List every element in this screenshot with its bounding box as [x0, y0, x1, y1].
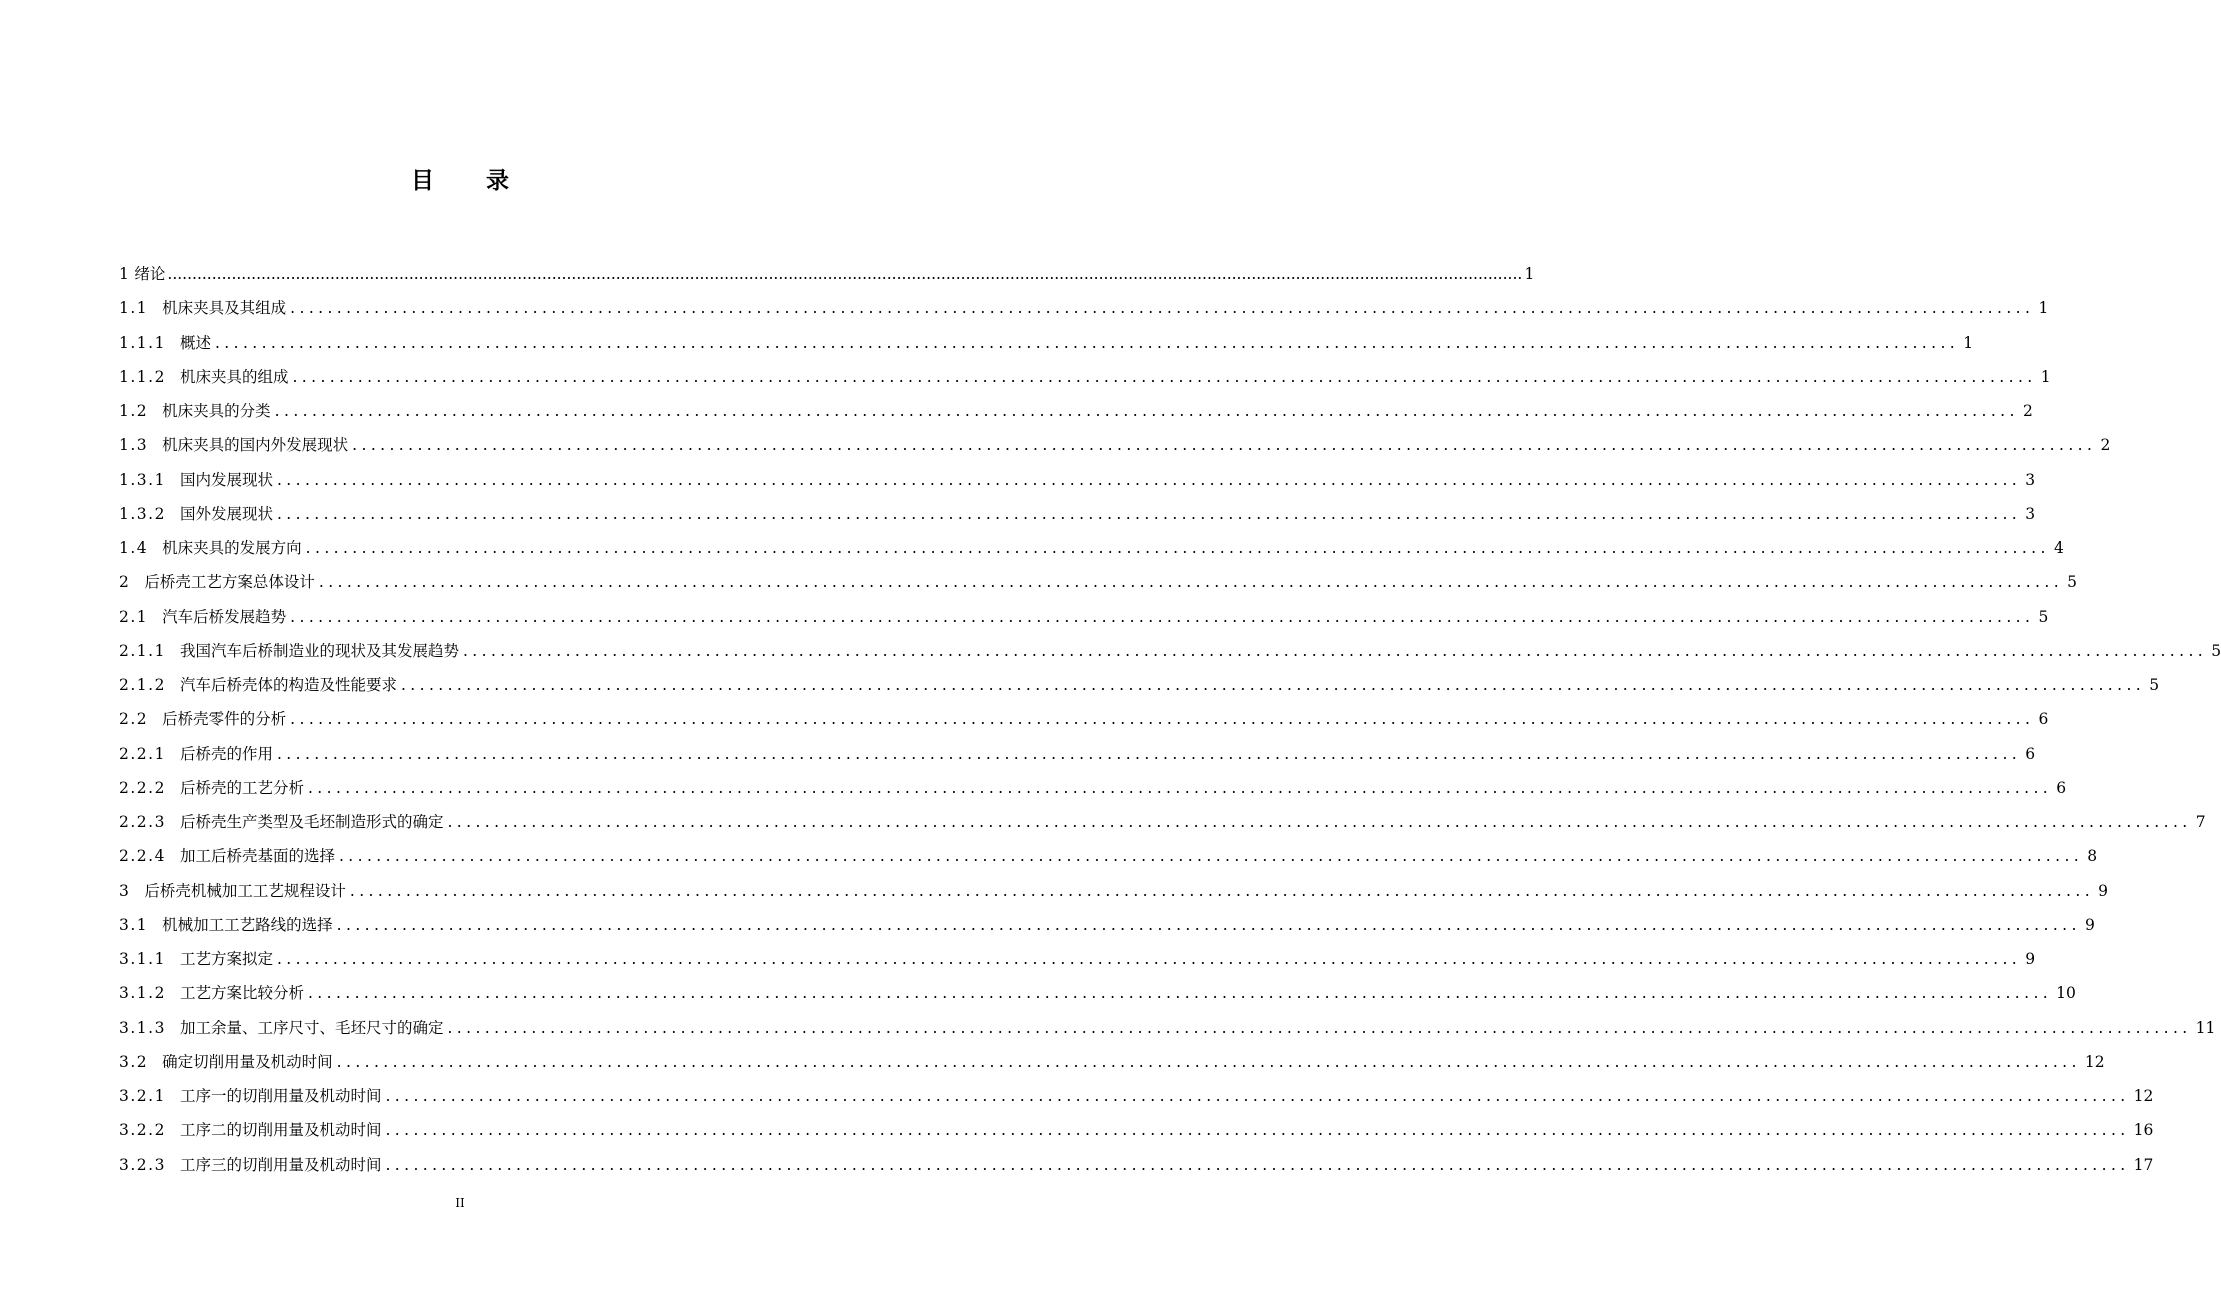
toc-entry[interactable] — [119, 771, 2067, 805]
toc-entry[interactable] — [119, 1148, 2154, 1182]
toc-entry-title: 汽车后桥壳体的构造及性能要求 — [179, 676, 397, 694]
toc-entry-title: 工序三的切削用量及机动时间 — [179, 1155, 382, 1174]
toc-entry-number: 2.2 — [119, 710, 149, 729]
toc-entry-title: 国内发展现状 — [179, 470, 273, 489]
toc-leader-dots: ........................................................................................................................................................................................... — [276, 470, 2022, 489]
toc-entry-page: 8 — [2087, 847, 2098, 866]
toc-entry[interactable] — [119, 326, 1974, 360]
toc-leader-dots: ........................................................................................................................................................................................... — [385, 1121, 2130, 1140]
toc-entry[interactable] — [119, 291, 2049, 325]
toc-entry-title: 后桥壳的作用 — [179, 744, 273, 763]
toc-leader-dots: ........................................................................................................................................................................................... — [462, 641, 2208, 660]
toc-entry-number: 2 — [119, 573, 131, 592]
toc-leader-dots: ........................................................................................................................................................................................... — [385, 1087, 2130, 1105]
toc-entry-title: 机床夹具的分类 — [162, 402, 271, 420]
toc-entry-title: 机械加工工艺路线的选择 — [162, 915, 333, 934]
toc-entry-title: 加工后桥壳基面的选择 — [179, 847, 335, 866]
toc-entry-page: 2 — [2100, 436, 2111, 455]
toc-entry[interactable] — [119, 668, 2160, 702]
toc-entry-number: 3 — [119, 881, 131, 900]
toc-entry-number: 1 — [119, 265, 131, 283]
toc-entry-number: 3.2.2 — [119, 1121, 166, 1140]
toc-entry-page: 9 — [2084, 915, 2095, 934]
toc-entry-page: 5 — [2211, 641, 2221, 660]
toc-entry-page: 10 — [2056, 984, 2076, 1003]
toc-entry-title: 加工余量、工序尺寸、毛坯尺寸的确定 — [179, 1018, 444, 1037]
toc-leader-dots: ........................................................................................................................................................................................... — [276, 744, 2022, 763]
toc-entry[interactable] — [119, 702, 2049, 736]
toc-entry-number: 3.1.2 — [119, 984, 166, 1003]
toc-entry-title: 绪论 — [134, 265, 166, 283]
toc-entry-number: 2.1 — [119, 607, 149, 626]
toc-entry-page: 5 — [2149, 676, 2160, 694]
toc-leader-dots: ........................................................................................................................................................................................... — [290, 607, 2035, 626]
toc-entry-title: 后桥壳生产类型及毛坯制造形式的确定 — [179, 813, 444, 831]
toc-entry-title: 后桥壳机械加工工艺规程设计 — [144, 881, 346, 900]
toc-entry[interactable] — [119, 942, 2036, 976]
toc-entry-number: 1.2 — [119, 402, 149, 420]
toc-entry-number: 1.4 — [119, 539, 149, 557]
toc-entry[interactable] — [119, 634, 2221, 668]
toc-entry[interactable] — [119, 805, 2206, 839]
toc-entry-title: 工艺方案比较分析 — [179, 984, 304, 1003]
toc-entry-title: 确定切削用量及机动时间 — [162, 1052, 333, 1071]
toc-entry-number: 3.1.3 — [119, 1018, 166, 1037]
toc-leader-dots: ........................................................................................................................................................................................... — [292, 367, 2037, 386]
toc-entry-title: 机床夹具的国内外发展现状 — [162, 436, 349, 455]
toc-entry-number: 2.2.3 — [119, 813, 166, 831]
toc-entry-page: 1 — [2040, 367, 2051, 386]
toc-leader-dots: ........................................................................................................................................................................................... — [305, 539, 2050, 557]
toc-entry-page: 11 — [2195, 1018, 2216, 1037]
toc-entry[interactable] — [119, 428, 2111, 462]
toc-entry-title: 后桥壳零件的分析 — [162, 710, 287, 729]
toc-leader-dots: ........................................................................................................................................................................................... — [307, 778, 2053, 797]
toc-entry-title: 我国汽车后桥制造业的现状及其发展趋势 — [179, 641, 459, 660]
toc-entry-page: 5 — [2038, 607, 2049, 626]
toc-entry-number: 2.1.1 — [119, 641, 166, 660]
toc-leader-dots: ........................................................................................................................................................................................... — [385, 1155, 2130, 1174]
toc-entry-number: 3.1 — [119, 915, 149, 934]
toc-leader-dots: ........................................................................................................................................................................................... — [307, 984, 2053, 1003]
toc-entry-page: 2 — [2022, 402, 2033, 420]
toc-entry-title: 机床夹具及其组成 — [162, 299, 287, 318]
toc-entry-number: 1.3.2 — [119, 504, 166, 523]
toc-entry-number: 1.1.1 — [119, 333, 166, 352]
toc-entry-page: 5 — [2067, 573, 2078, 592]
toc-leader-dots: ........................................................................................................................................................................................... — [447, 1018, 2192, 1037]
toc-entry[interactable] — [119, 531, 2064, 565]
page-number: II — [455, 1196, 465, 1210]
toc-entry-number: 3.1.1 — [119, 950, 166, 968]
toc-entry-number: 1.3.1 — [119, 470, 166, 489]
toc-entry-page: 16 — [2133, 1121, 2154, 1140]
toc-entry[interactable] — [119, 874, 2109, 908]
toc-entry[interactable] — [119, 976, 2076, 1010]
toc-entry-page: 1 — [1524, 265, 1535, 283]
toc-entry[interactable] — [119, 257, 1535, 291]
toc-leader-dots: ........................................................................................................................................................................................... — [318, 573, 2064, 592]
toc-leader-dots: ................................................................................................................................................................................................................................................................................... — [167, 265, 1523, 283]
toc-entry[interactable] — [119, 908, 2095, 942]
toc-leader-dots: ........................................................................................................................................................................................... — [338, 847, 2084, 866]
toc-entry[interactable] — [119, 737, 2036, 771]
toc-entry-title: 后桥壳的工艺分析 — [179, 778, 304, 797]
toc-entry-number: 2.1.2 — [119, 676, 166, 694]
toc-entry[interactable] — [119, 463, 2036, 497]
toc-entry[interactable] — [119, 1079, 2154, 1113]
toc-entry[interactable] — [119, 839, 2098, 873]
toc-entry[interactable] — [119, 360, 2051, 394]
toc-entry-page: 1 — [2038, 299, 2049, 318]
toc-leader-dots: ........................................................................................................................................................................................... — [400, 676, 2146, 694]
toc-entry[interactable] — [119, 394, 2033, 428]
toc-entry[interactable] — [119, 1045, 2105, 1079]
table-of-contents — [119, 257, 2221, 1182]
page-title: 目 录 — [410, 168, 531, 194]
toc-leader-dots: ........................................................................................................................................................................................... — [276, 950, 2022, 968]
toc-leader-dots: ........................................................................................................................................................................................... — [276, 504, 2022, 523]
toc-entry-title: 汽车后桥发展趋势 — [162, 607, 287, 626]
toc-entry[interactable] — [119, 565, 2078, 599]
toc-entry-title: 工序一的切削用量及机动时间 — [179, 1087, 382, 1105]
toc-entry[interactable] — [119, 600, 2049, 634]
toc-entry-page: 3 — [2025, 504, 2036, 523]
toc-leader-dots: ........................................................................................................................................................................................... — [274, 402, 2019, 420]
toc-entry-number: 2.2.1 — [119, 744, 166, 763]
toc-leader-dots: ........................................................................................................................................................................................... — [349, 881, 2095, 900]
toc-entry[interactable] — [119, 1113, 2154, 1147]
toc-entry-number: 1.1.2 — [119, 367, 166, 386]
toc-entry-number: 2.2.2 — [119, 778, 166, 797]
toc-entry-title: 机床夹具的发展方向 — [162, 539, 302, 557]
toc-leader-dots: ........................................................................................................................................................................................... — [214, 333, 1960, 352]
toc-leader-dots: ........................................................................................................................................................................................... — [336, 1052, 2081, 1071]
toc-entry[interactable] — [119, 497, 2036, 531]
toc-entry-page: 6 — [2038, 710, 2049, 729]
toc-leader-dots: ........................................................................................................................................................................................... — [336, 915, 2081, 934]
toc-entry-number: 3.2 — [119, 1052, 149, 1071]
toc-leader-dots: ........................................................................................................................................................................................... — [290, 710, 2035, 729]
toc-entry-number: 3.2.3 — [119, 1155, 166, 1174]
toc-entry-title: 后桥壳工艺方案总体设计 — [144, 573, 315, 592]
toc-entry-title: 概述 — [179, 333, 211, 352]
toc-entry-title: 机床夹具的组成 — [179, 367, 289, 386]
toc-entry-page: 3 — [2025, 470, 2036, 489]
toc-entry-page: 17 — [2133, 1155, 2154, 1174]
toc-entry-page: 6 — [2056, 778, 2067, 797]
toc-entry-page: 6 — [2025, 744, 2036, 763]
toc-leader-dots: ........................................................................................................................................................................................... — [290, 299, 2035, 318]
toc-leader-dots: ........................................................................................................................................................................................... — [352, 436, 2097, 455]
toc-entry-number: 2.2.4 — [119, 847, 166, 866]
toc-entry-number: 1.3 — [119, 436, 149, 455]
toc-entry-title: 工序二的切削用量及机动时间 — [179, 1121, 382, 1140]
toc-entry-page: 4 — [2053, 539, 2064, 557]
toc-entry-page: 12 — [2133, 1087, 2154, 1105]
toc-entry-title: 工艺方案拟定 — [179, 950, 273, 968]
toc-entry-title: 国外发展现状 — [179, 504, 273, 523]
toc-entry-number: 1.1 — [119, 299, 149, 318]
toc-entry-page: 12 — [2084, 1052, 2105, 1071]
toc-entry-page: 9 — [2025, 950, 2036, 968]
toc-entry-page: 1 — [1963, 333, 1974, 352]
toc-leader-dots: ........................................................................................................................................................................................... — [447, 813, 2192, 831]
toc-entry-page: 9 — [2098, 881, 2109, 900]
toc-entry[interactable] — [119, 1011, 2216, 1045]
toc-entry-page: 7 — [2195, 813, 2206, 831]
toc-entry-number: 3.2.1 — [119, 1087, 166, 1105]
